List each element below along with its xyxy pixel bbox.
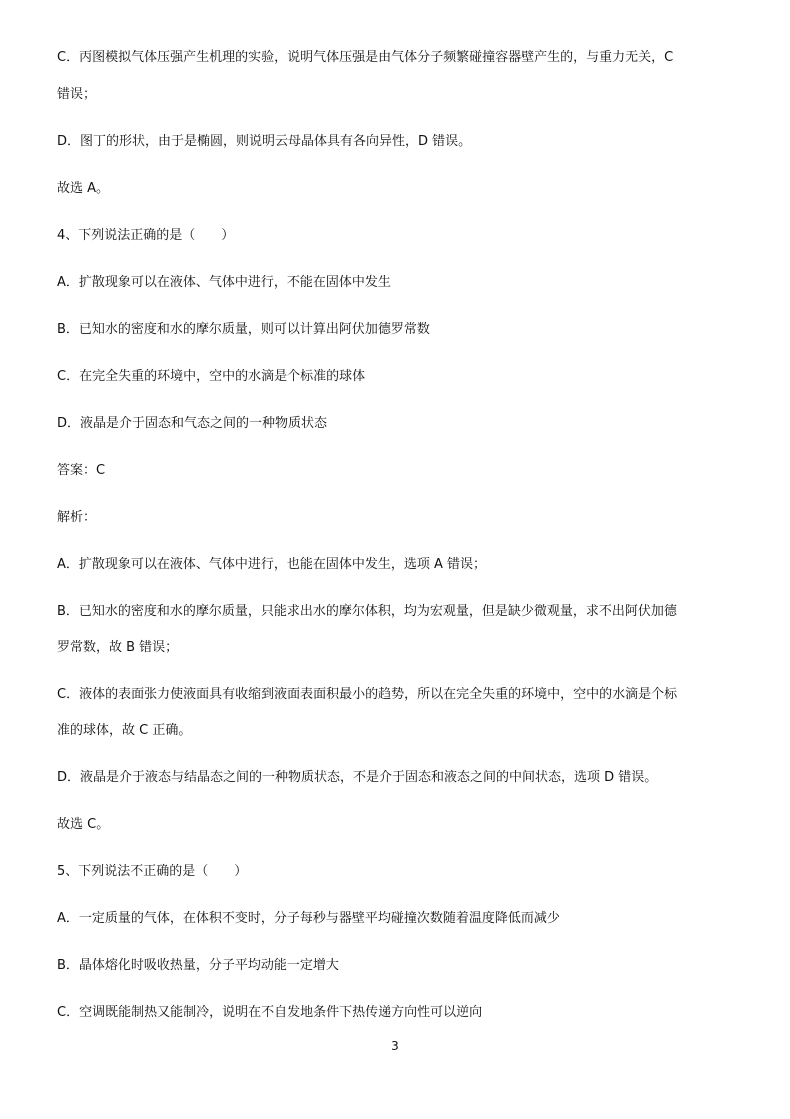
text-line: 错误；: [57, 87, 97, 102]
option-b: B．晶体熔化时吸收热量，分子平均动能一定增大: [57, 958, 339, 973]
text-line: D．液晶是介于液态与结晶态之间的一种物质状态，不是介于固态和液态之间的中间状态，选项 D 错误。: [57, 770, 658, 785]
answer-line: 答案：C: [57, 463, 106, 478]
question-title: 5、下列说法不正确的是（ ）: [57, 864, 248, 879]
option-c: C．空调既能制热又能制冷，说明在不自发地条件下热传递方向性可以逆向: [57, 1005, 483, 1020]
question-title: 4、下列说法正确的是（ ）: [57, 228, 235, 243]
text-line: A．扩散现象可以在液体、气体中进行，也能在固体中发生，选项 A 错误；: [57, 557, 487, 572]
text-line: B．已知水的密度和水的摩尔质量，只能求出水的摩尔体积，均为宏观量，但是缺少微观量，求不出阿伏加德: [57, 604, 677, 619]
page-number: 3: [391, 1039, 399, 1053]
option-b: B．已知水的密度和水的摩尔质量，则可以计算出阿伏加德罗常数: [57, 322, 430, 337]
analysis-label: 解析：: [57, 510, 97, 525]
option-c: C．在完全失重的环境中，空中的水滴是个标准的球体: [57, 369, 366, 384]
text-line: C．丙图模拟气体压强产生机理的实验，说明气体压强是由气体分子频繁碰撞容器壁产生的，与重力无关，C: [57, 50, 674, 65]
text-line: 故选 A。: [57, 181, 110, 196]
text-line: D．图丁的形状，由于是椭圆，则说明云母晶体具有各向异性，D 错误。: [57, 134, 472, 149]
option-d: D．液晶是介于固态和气态之间的一种物质状态: [57, 416, 328, 431]
text-line: 准的球体，故 C 正确。: [57, 723, 192, 738]
text-line: 罗常数，故 B 错误；: [57, 640, 179, 655]
option-a: A．扩散现象可以在液体、气体中进行，不能在固体中发生: [57, 275, 391, 290]
option-a: A．一定质量的气体，在体积不变时，分子每秒与器壁平均碰撞次数随着温度降低而减少: [57, 911, 560, 926]
text-line: C．液体的表面张力使液面具有收缩到液面表面积最小的趋势，所以在完全失重的环境中，空中的水滴是个标: [57, 687, 678, 702]
text-line: 故选 C。: [57, 817, 110, 832]
